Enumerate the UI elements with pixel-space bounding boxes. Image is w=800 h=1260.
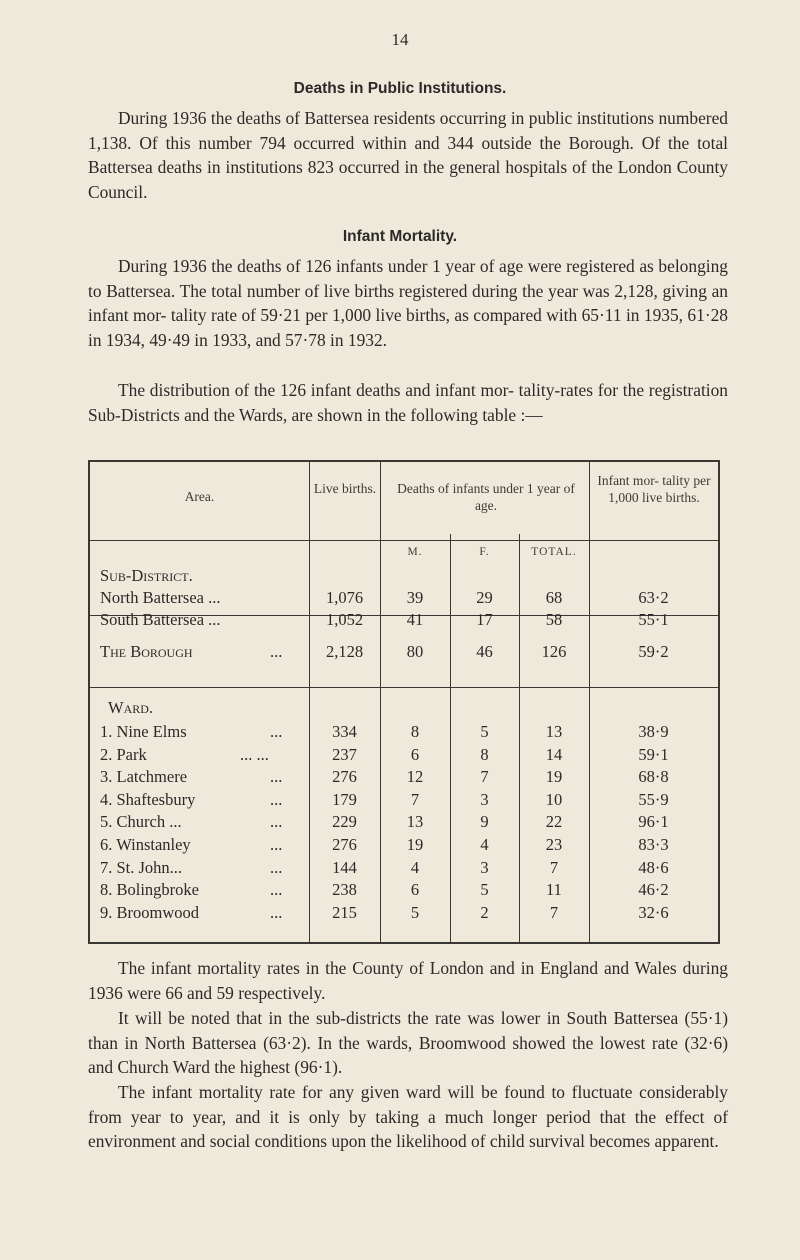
ward-total: 13 [545,722,563,741]
paragraph-infant-deaths: During 1936 the deaths of 126 infants under 1 year of age were registered as belonging to Battersea. The total number of live births registered during the year was 2,128, giving an infant mor- tality rate of 59·21 per 1,000 live births, as compared with 65·11 in 1935, 61·28 in 1934, 49·49 in 1933, and 57·78 in 1932. [88,256,728,350]
ward-rate: 55·9 [638,789,669,809]
ward-female: 8 [480,744,489,764]
ward-area: 4. Shaftesbury [100,789,196,809]
ward-rate: 32·6 [638,902,669,922]
borough-total: 126 [541,642,567,661]
ward-female: 5 [480,722,489,741]
ward-area: 1. Nine Elms [100,722,187,741]
ward-area: 8. Bolingbroke [100,880,199,900]
page-number: 14 [391,30,409,49]
ward-total: 19 [545,767,563,787]
ward-births: 179 [332,789,357,809]
borough-male: 80 [406,642,424,661]
header-male: M. [407,546,423,558]
ward-female: 9 [480,812,489,832]
ward-male: 19 [406,835,424,854]
ward-total: 11 [546,880,562,900]
ward-births: 215 [332,902,357,922]
section-rule [90,687,718,688]
paragraph-fluctuation: The infant mortality rate for any given ward will be found to fluctuate considerably from year to year, and it is only by taking a much longer period that the effect of environment and social conditions upon the likelihood of child survival becomes apparent. [88,1082,728,1151]
heading-public-institutions: Deaths in Public Institutions. [293,80,507,97]
ward-births: 276 [332,767,357,787]
row-births: 1,076 [325,588,364,607]
ward-male: 6 [410,880,420,900]
ward-leader-dots: ... [270,722,283,741]
paragraph-sub-district-comparison: It will be noted that in the sub-districts the rate was lower in South Battersea (55·1) than in North Battersea (63·2). In the wards, Broomwood showed the lowest rate (32·6) and Church Ward the highest (96·1). [88,1008,728,1077]
header-rate: Infant mor- tality per 1,000 live births. [597,473,711,505]
ward-births: 334 [332,722,357,741]
ward-area: 6. Winstanley [100,835,191,854]
ward-leader-dots: ... ... [240,744,269,764]
ward-total: 22 [545,812,563,832]
ward-rate: 38·9 [638,722,669,741]
ward-total: 7 [549,857,559,877]
paragraph-county-rates: The infant mortality rates in the County of London and in England and Wales during 1936 were 66 and 59 respectively. [88,958,728,1003]
ward-births: 144 [332,857,357,877]
row-male: 41 [406,610,424,629]
ward-female: 2 [480,902,489,922]
ward-rate: 46·2 [638,880,669,900]
ward-leader-dots: ... [270,857,283,877]
borough-female: 46 [476,642,493,661]
ward-total: 7 [549,902,559,922]
ward-area: 7. St. John... [100,857,183,877]
subdistrict-label: Sub-District. [100,566,193,585]
row-area: North Battersea ... [100,588,221,607]
ward-rate: 59·1 [638,744,669,764]
ward-male: 7 [410,789,420,809]
infant-mortality-table [88,460,720,944]
ward-rate: 96·1 [638,812,669,832]
ward-leader-dots: ... [270,789,283,809]
row-area: South Battersea ... [100,610,221,629]
ward-total: 10 [545,789,563,809]
ward-rate: 48·6 [638,857,669,877]
ward-label: Ward. [108,698,154,717]
borough-area: The Borough [100,642,193,661]
ward-male: 5 [410,902,420,922]
ward-total: 23 [545,835,563,854]
row-female: 17 [476,610,493,629]
borough-leader-dots: ... [270,642,283,661]
borough-rate: 59·2 [638,642,669,661]
ward-male: 8 [410,722,420,741]
ward-area: 5. Church ... [100,812,182,832]
ward-leader-dots: ... [270,902,283,922]
paragraph-distribution-intro: The distribution of the 126 infant deaths and infant mor- tality-rates for the registration Sub-Districts and the Wards, are shown in the following table :— [88,380,728,425]
header-total: TOTAL. [531,546,577,558]
ward-female: 4 [480,835,489,854]
ward-leader-dots: ... [270,880,283,900]
paragraph-public-institutions: During 1936 the deaths of Battersea residents occurring in public institutions numbered 1,138. Of this number 794 occurred within and 344 outside the Borough. Of the total Battersea deaths in institutions 823 occurred in the general hospitals of the London County Council. [88,108,728,202]
ward-rate: 83·3 [638,835,669,854]
header-rule [90,540,718,541]
borough-births: 2,128 [325,642,364,661]
header-area: Area. [184,489,215,504]
ward-births: 238 [332,880,357,900]
row-rate: 63·2 [638,588,669,607]
ward-births: 276 [332,835,357,854]
heading-infant-mortality: Infant Mortality. [342,228,458,245]
row-total: 58 [545,610,563,629]
row-female: 29 [476,588,493,607]
ward-births: 237 [332,744,357,764]
ward-male: 12 [406,767,424,787]
ward-leader-dots: ... [270,767,283,787]
ward-male: 6 [410,744,420,764]
row-total: 68 [545,588,563,607]
ward-female: 3 [480,789,489,809]
ward-total: 14 [545,744,563,764]
header-deaths: Deaths of infants under 1 year of age. [397,481,575,513]
ward-female: 3 [480,857,489,877]
ward-male: 13 [406,812,424,832]
header-female: F. [479,546,490,558]
ward-area: 9. Broomwood [100,902,199,922]
ward-male: 4 [410,857,420,877]
row-births: 1,052 [325,610,364,629]
ward-area: 2. Park [100,744,147,764]
ward-leader-dots: ... [270,812,283,832]
ward-births: 229 [332,812,357,832]
ward-leader-dots: ... [270,835,283,854]
ward-rate: 68·8 [638,767,669,787]
ward-female: 5 [480,880,489,900]
row-rate: 55·1 [638,610,669,629]
header-live-births: Live births. [313,481,377,496]
row-male: 39 [406,588,424,607]
ward-female: 7 [480,767,489,787]
ward-area: 3. Latchmere [100,767,188,787]
